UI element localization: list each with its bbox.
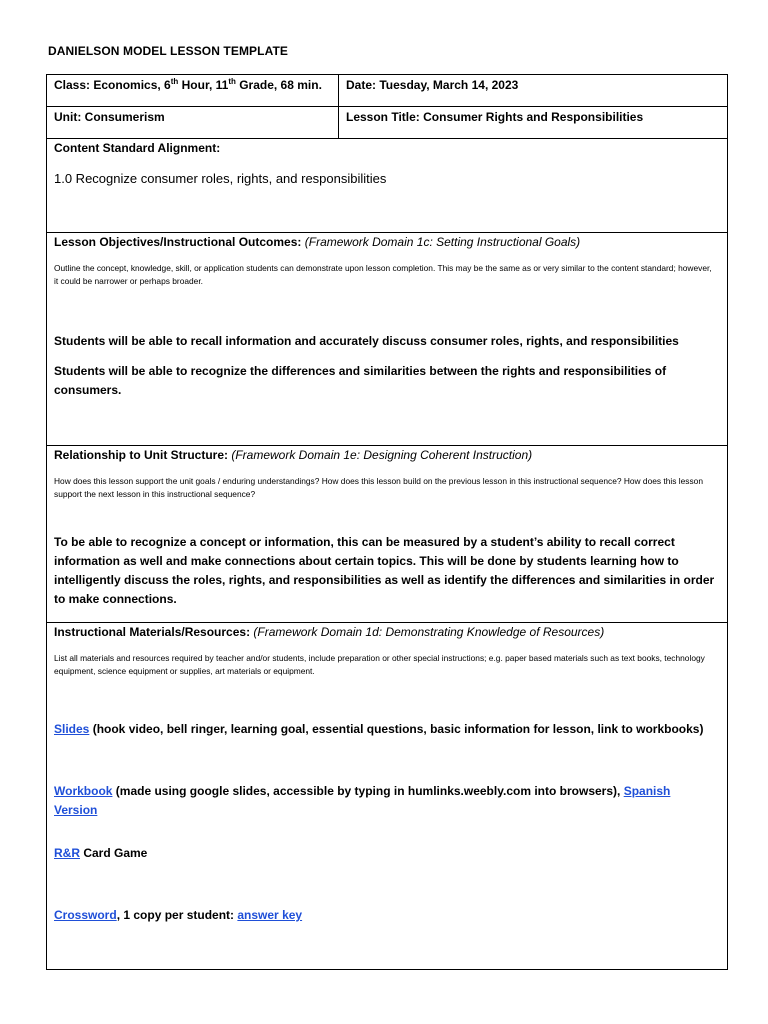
crossword-desc: , 1 copy per student: (116, 908, 238, 922)
slides-desc: (hook video, bell ringer, learning goal, essential questions, basic information for lesson, link to workbooks) (89, 722, 704, 736)
document-title: DANIELSON MODEL LESSON TEMPLATE (48, 44, 289, 58)
workbook-desc: (made using google slides, accessible by typing in humlinks.weebly.com into browsers), (112, 784, 624, 798)
row-class-date (47, 75, 727, 107)
objectives-heading (54, 235, 580, 249)
lesson-table (46, 74, 728, 970)
spanish-version-link[interactable]: Spanish Version (54, 784, 671, 817)
objectives-heading-label: Lesson Objectives/Instructional Outcomes: (54, 235, 302, 249)
materials-heading (54, 625, 604, 639)
content-standard-text: 1.0 Recognize consumer roles, rights, and responsibilities (54, 171, 387, 186)
rr-item (54, 844, 715, 863)
answer-key-link[interactable]: answer key (237, 908, 303, 922)
workbook-item (54, 782, 715, 820)
materials-framework: (Framework Domain 1d: Demonstrating Knowledge of Resources) (253, 625, 605, 639)
unit-structure-text: To be able to recognize a concept or information, this can be measured by a student’s ability to recall correct information as well and make connections about certain topics. This will be done by students learning how to intelligently discuss the roles, rights, and responsibilities as well as identify the differences and similarities in order to make connections. (54, 535, 715, 606)
objectives-line-2: Students will be able to recognize the differences and similarities between the rights and responsibilities of consumers. (54, 364, 667, 397)
crossword-link[interactable]: Crossword (54, 908, 117, 922)
class-sup-2: th (228, 77, 236, 86)
row-objectives (47, 233, 727, 446)
row-unit-lesson (47, 107, 727, 139)
unit-structure-instructions: How does this lesson support the unit goals / enduring understandings? How does this lesson build on the previous lesson in this instructional sequence? How does this lesson support the next lesson in this instructional sequence? (54, 476, 703, 499)
unit-cell: Unit: Consumerism (47, 107, 339, 138)
unit-structure-heading (54, 448, 532, 462)
unit-structure-heading-label: Relationship to Unit Structure: (54, 448, 228, 462)
slides-item (54, 720, 715, 739)
class-cell (47, 75, 339, 106)
unit-structure-framework: (Framework Domain 1e: Designing Coherent Instruction) (231, 448, 533, 462)
objectives-instructions: Outline the concept, knowledge, skill, or application students can demonstrate upon lesson completion. This may be the same as or very similar to the content standard; however, it could be narrower or perhaps broader. (54, 263, 712, 286)
class-sup-1: th (170, 77, 179, 86)
class-text-2: Hour, 11 (178, 78, 229, 92)
materials-instructions: List all materials and resources required by teacher and/or students, include preparation or other special instructions; e.g. paper based materials such as text books, technology equipment, science equipment or supplies, art materials or equipment. (54, 653, 705, 676)
content-standard-heading: Content Standard Alignment: (54, 141, 221, 155)
workbook-link[interactable]: Workbook (54, 784, 113, 798)
crossword-item (54, 906, 715, 925)
materials-heading-label: Instructional Materials/Resources: (54, 625, 251, 639)
class-text-1: Class: Economics, 6 (54, 78, 171, 92)
class-text-3: Grade, 68 min. (235, 78, 322, 92)
slides-link[interactable]: Slides (54, 722, 90, 736)
date-cell: Date: Tuesday, March 14, 2023 (346, 78, 519, 92)
lesson-title-cell: Lesson Title: Consumer Rights and Responsibilities (346, 110, 644, 124)
rr-desc: Card Game (80, 846, 148, 860)
row-materials (47, 623, 727, 969)
row-content-standard (47, 139, 727, 233)
rr-link[interactable]: R&R (54, 846, 80, 860)
objectives-framework: (Framework Domain 1c: Setting Instructional Goals) (304, 235, 581, 249)
objectives-line-1: Students will be able to recall information and accurately discuss consumer roles, rights, and responsibilities (54, 334, 679, 348)
row-unit-structure (47, 446, 727, 623)
